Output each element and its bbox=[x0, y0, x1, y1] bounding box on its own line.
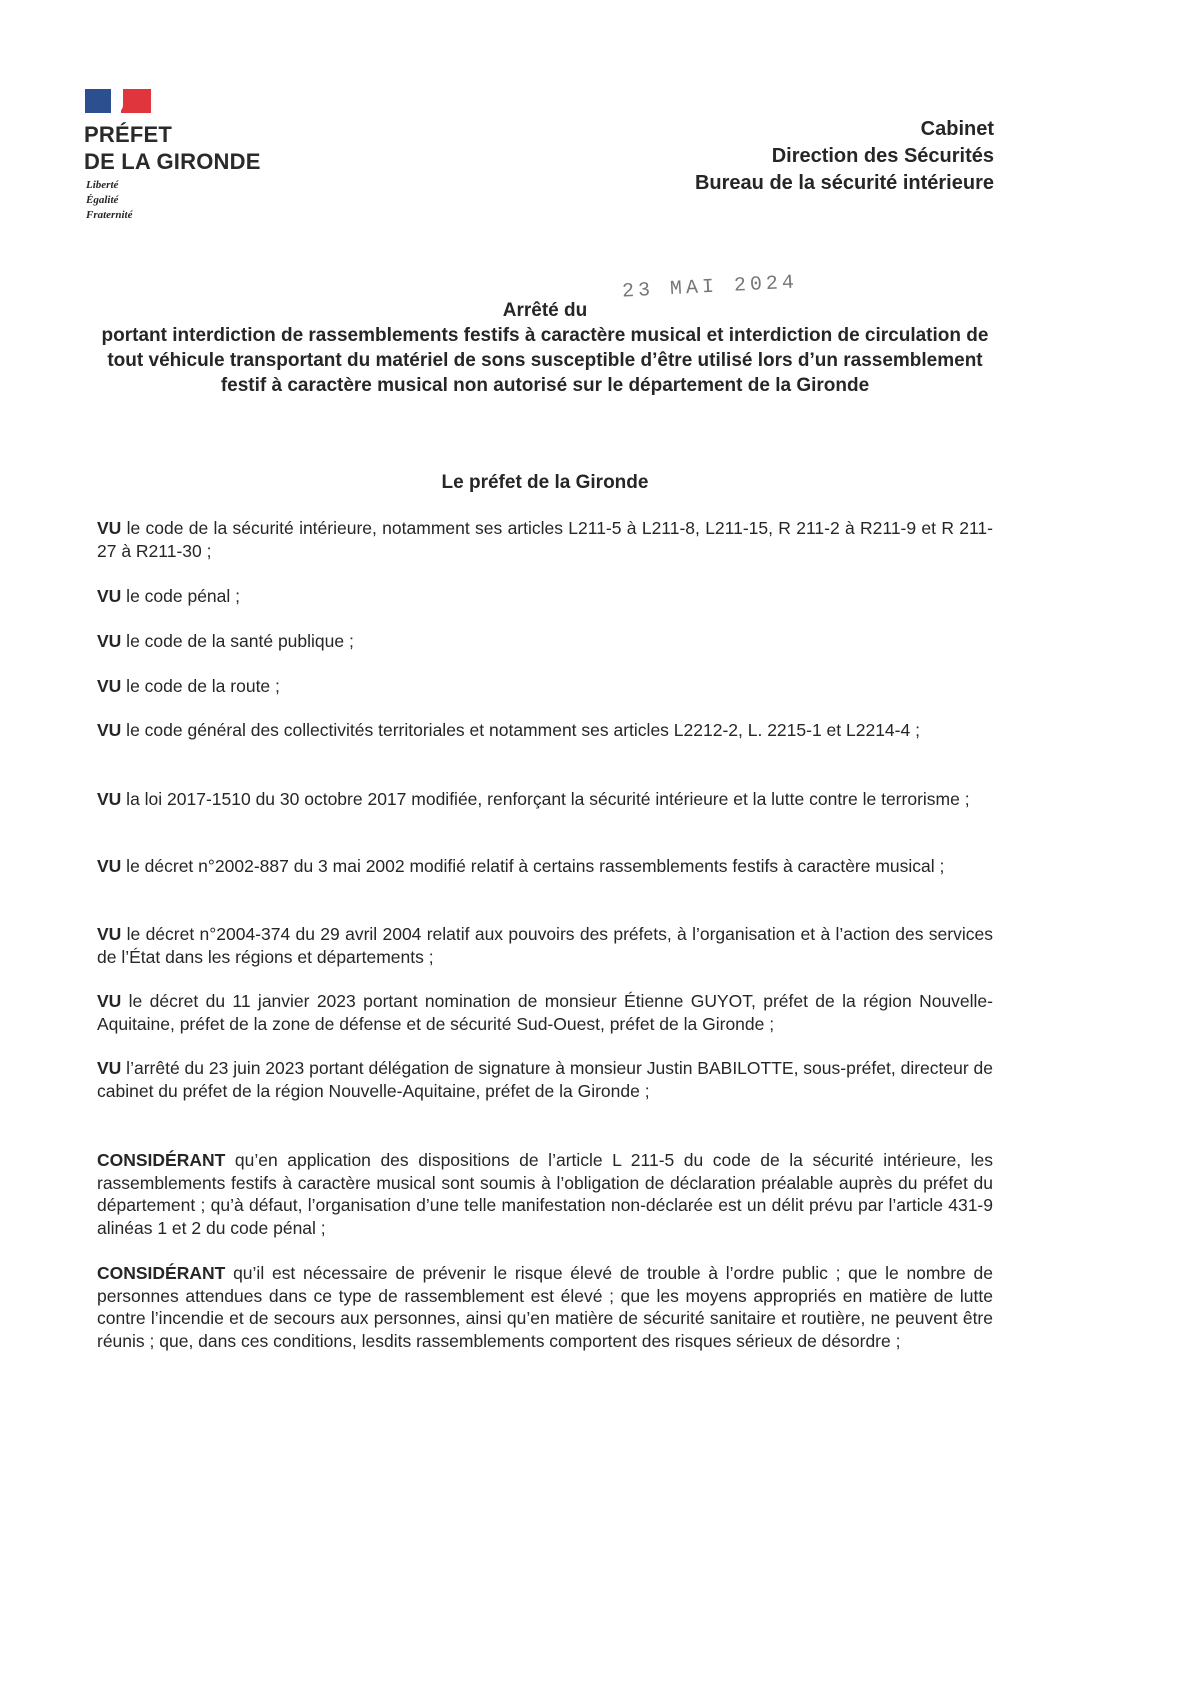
recital-text: qu’il est nécessaire de prévenir le risque élevé de trouble à l’ordre public ; que le nombre de personnes attendues dans ce type de rassemblement est élevé ; que les moyens appropriés en matière de lutte contre l’incendie et de secours aux personnes, ainsi qu’en matière de sécurité sanitaire et routière, ne peuvent être réunis ; que, dans ces conditions, lesdits rassemblements comportent des risques sérieux de désordre ; bbox=[97, 1263, 993, 1351]
recital-lead: CONSIDÉRANT bbox=[97, 1150, 226, 1170]
motto-egalite: Égalité bbox=[86, 194, 119, 206]
recital-text: le code général des collectivités territoriales et notamment ses articles L2212-2, L. 2215-1 et L2214-4 ; bbox=[121, 720, 920, 740]
recital-paragraph bbox=[97, 1149, 993, 1239]
org-line-1: PRÉFET bbox=[84, 122, 172, 147]
recital-text: l’arrêté du 23 juin 2023 portant délégation de signature à monsieur Justin BABILOTTE, sous-préfet, directeur de cabinet du préfet de la région Nouvelle-Aquitaine, préfet de la Gironde ; bbox=[97, 1058, 993, 1101]
decree-heading: Arrêté du bbox=[502, 300, 588, 321]
recital-text: le code de la route ; bbox=[121, 676, 280, 696]
recital-text: le code pénal ; bbox=[121, 586, 241, 606]
date-stamp: 23 MAI 2024 bbox=[621, 271, 799, 304]
issuing-service bbox=[695, 116, 994, 197]
recital-paragraph bbox=[97, 675, 993, 698]
recital-text: la loi 2017-1510 du 30 octobre 2017 modifiée, renforçant la sécurité intérieure et la lutte contre le terrorisme ; bbox=[121, 789, 970, 809]
recital-text: le décret du 11 janvier 2023 portant nomination de monsieur Étienne GUYOT, préfet de la région Nouvelle-Aquitaine, préfet de la zone de défense et de sécurité Sud-Ouest, préfet de la Gironde ; bbox=[97, 991, 993, 1034]
recital-paragraph bbox=[97, 1057, 993, 1102]
recital-paragraph bbox=[97, 630, 993, 653]
recital-paragraph bbox=[97, 990, 993, 1035]
decree-subject: portant interdiction de rassemblements festifs à caractère musical et interdiction de circulation de tout véhicule transportant du matériel de sons susceptible d’être utilisé lors d’un rassemblement festif à caractère musical non autorisé sur le département de la Gironde bbox=[101, 325, 989, 396]
recital-lead: VU bbox=[97, 991, 122, 1011]
republic-motto bbox=[86, 178, 132, 223]
decree-title bbox=[97, 298, 993, 398]
motto-fraternite: Fraternité bbox=[86, 209, 133, 221]
marianne-logo bbox=[85, 89, 151, 113]
recital-text: qu’en application des dispositions de l’article L 211-5 du code de la sécurité intérieure, les rassemblements festifs à caractère musical sont soumis à l’obligation de déclaration préalable auprès du préfet du département ; qu’à défaut, l’organisation d’une telle manifestation non-déclarée est un délit prévu par l’article 431-9 alinéas 1 et 2 du code pénal ; bbox=[97, 1150, 993, 1238]
service-direction: Direction des Sécurités bbox=[771, 145, 994, 167]
recital-lead: VU bbox=[97, 924, 122, 944]
recital-lead: VU bbox=[97, 586, 122, 606]
recital-paragraph bbox=[97, 585, 993, 608]
recital-lead: VU bbox=[97, 720, 122, 740]
org-line-2: DE LA GIRONDE bbox=[84, 149, 261, 174]
recital-paragraph bbox=[97, 517, 993, 562]
recital-text: le code de la santé publique ; bbox=[121, 631, 354, 651]
recital-lead: VU bbox=[97, 856, 122, 876]
recital-paragraph bbox=[97, 855, 993, 878]
recital-paragraph bbox=[97, 788, 993, 811]
recital-text: le code de la sécurité intérieure, notamment ses articles L211-5 à L211-8, L211-15, R 211-2 à R211-9 et R 211-27 à R211-30 ; bbox=[97, 518, 993, 561]
recital-lead: VU bbox=[97, 676, 122, 696]
service-cabinet: Cabinet bbox=[920, 118, 994, 140]
recital-text: le décret n°2004-374 du 29 avril 2004 relatif aux pouvoirs des préfets, à l’organisation et à l’action des services de l’État dans les régions et départements ; bbox=[97, 924, 993, 967]
service-bureau: Bureau de la sécurité intérieure bbox=[694, 172, 994, 194]
authority-heading: Le préfet de la Gironde bbox=[441, 472, 649, 493]
recital-lead: VU bbox=[97, 789, 122, 809]
recital-lead: VU bbox=[97, 1058, 122, 1078]
motto-liberte: Liberté bbox=[86, 179, 119, 191]
recital-text: le décret n°2002-887 du 3 mai 2002 modifié relatif à certains rassemblements festifs à caractère musical ; bbox=[121, 856, 945, 876]
recital-lead: VU bbox=[97, 518, 122, 538]
recital-lead: VU bbox=[97, 631, 122, 651]
recital-paragraph bbox=[97, 923, 993, 968]
prefecture-name bbox=[84, 121, 261, 175]
recital-lead: CONSIDÉRANT bbox=[97, 1263, 226, 1283]
recital-paragraph bbox=[97, 719, 993, 742]
recital-paragraph bbox=[97, 1262, 993, 1352]
